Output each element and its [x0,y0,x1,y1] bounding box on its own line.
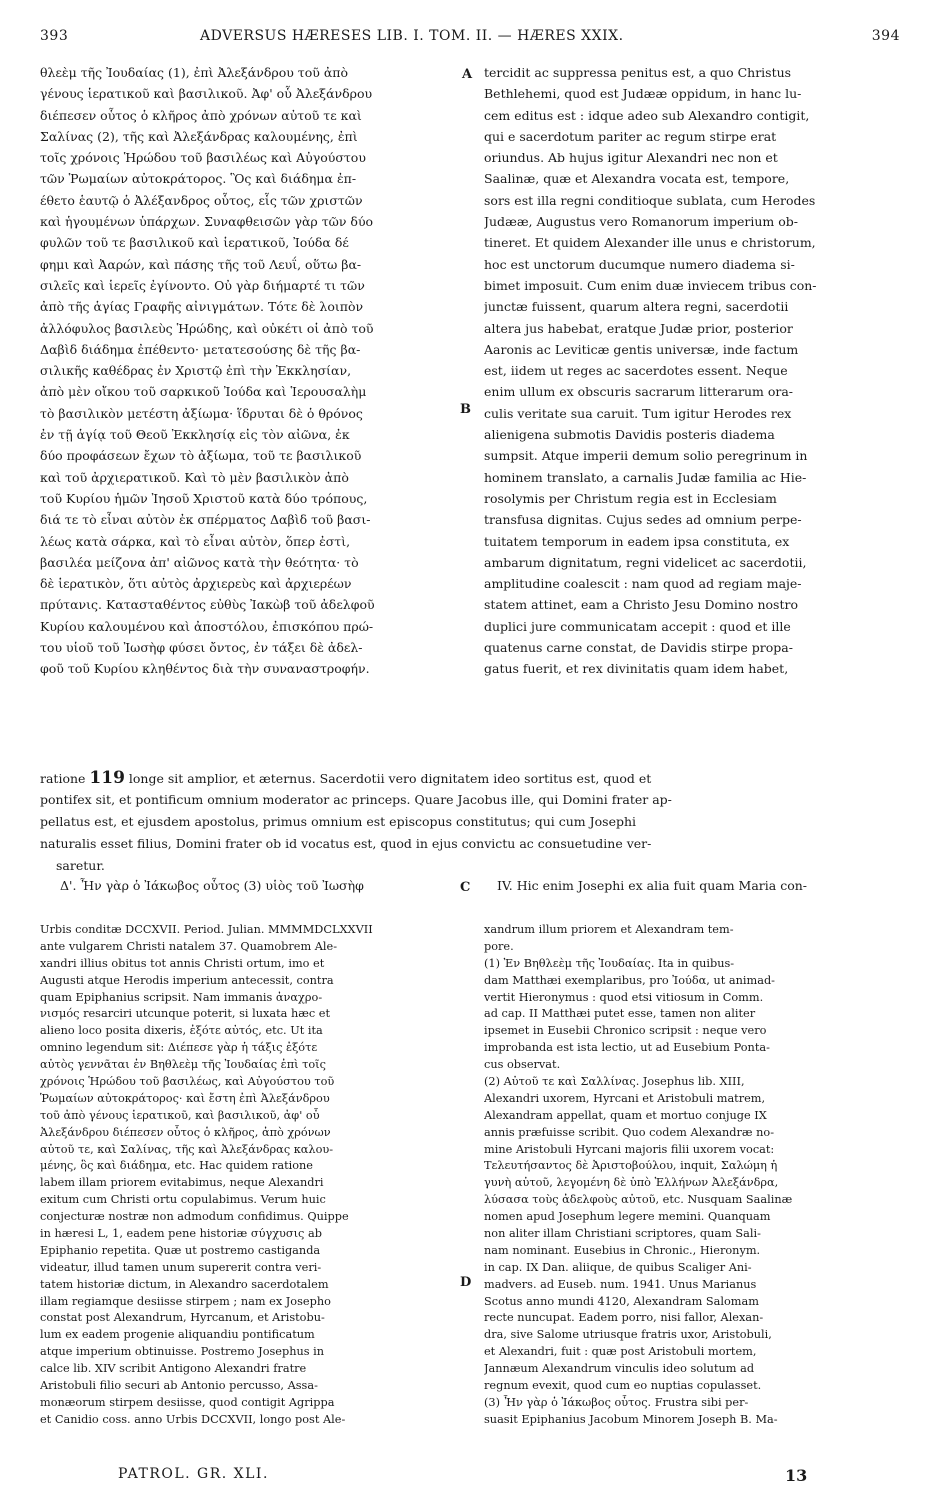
latin-text-line: oriundus. Ab hujus igitur Alexandri nec non et [484,150,778,166]
footnote-line: Epiphanio repetita. Quæ ut postremo castiganda [40,1243,321,1257]
latin-text-line: qui e sacerdotum pariter ac regum stirpe erat [484,128,777,144]
section-iv-heading [60,878,900,900]
latin-text-line: est, iidem ut reges ac sacerdotes essent. Neque [484,363,788,379]
footnote-line: αὐτὸς γεννᾶται ἐν Βηθλεὲμ τῆς Ἰουδαίας ἐπὶ τοῖς [40,1058,326,1072]
margin-marker-a: A [462,67,473,82]
greek-text-line: καὶ ἡγουμένων ὑπάρχων. Συναφθεισῶν γὰρ τῶν δύο [40,214,374,230]
greek-text-line: τοῦ Κυρίου ἡμῶν Ἰησοῦ Χριστοῦ κατὰ δύο τρόπους, [40,490,368,506]
footnote-line: alieno loco posita dixeris, ἐξότε αὐτός, etc. Ut ita [40,1024,323,1038]
latin-text-line: ambarum dignitatum, regni videlicet ac sacerdotii, [484,554,807,570]
footnote-line: conjecturæ nostræ non admodum confidimus. Quippe [40,1210,349,1224]
latin-text-line: Judææ, Augustus vero Romanorum imperium ob- [484,214,798,230]
footnote-line: cus observat. [484,1058,561,1072]
greek-text-line: τὸ βασιλικὸν μετέστη ἀξίωμα· ἵδρυται δὲ ὁ θρόνος [40,405,363,421]
latin-text-line: alienigena submotis Davidis posteris diadema [484,427,775,443]
footnote-line: ipsemet in Eusebii Chronico scripsit : neque vero [484,1024,767,1038]
footnote-line: νισμός resarciri utcunque poterit, si luxata hæc et [40,1007,331,1021]
series-footer: PATROL. GR. XLI. [118,1466,269,1482]
page-number-right: 394 [871,28,900,44]
footnote-line: ad cap. II Matthæi putet esse, tamen non aliter [484,1007,756,1021]
footnote-line: Urbis conditæ DCCXVII. Period. Julian. MMMMDCLXXVII [40,923,373,936]
footnote-line: (1) Ἐν Βηθλεὲμ τῆς Ἰουδαίας. Ita in quibus- [484,956,735,970]
footnote-line: in cap. IX Dan. aliique, de quibus Scaliger Ani- [484,1260,752,1274]
footnote-line: xandrum illum priorem et Alexandram tem- [484,923,734,936]
footnote-line: Τελευτήσαντος δὲ Ἀριστοβούλου, inquit, Σαλώμη ἡ [484,1159,778,1173]
greek-text-line: τῶν Ῥωμαίων αὐτοκράτορος. Ὃς καὶ διάδημα ἐπ- [40,171,357,187]
greek-text-line: τοῖς χρόνοις Ἡρώδου τοῦ βασιλέως καὶ Αὐγούστου [40,150,366,166]
latin-text-line: hoc est unctorum ducumque numero diadema si- [484,256,795,272]
greek-text-line: βασιλέα μείζονα ἀπ' αἰῶνος κατὰ τὴν θεότητα· τὸ [40,554,359,570]
footnote-line: lum ex eadem progenie aliquandiu pontificatum [40,1328,315,1342]
latin-text-line: statem attinet, eam a Christo Jesu Domino nostro [484,597,798,613]
footnote-line: χρόνοις Ἡρώδου τοῦ βασιλέως, καὶ Αὐγούστου τοῦ [40,1075,335,1089]
greek-text-line: φυλῶν τοῦ τε βασιλικοῦ καὶ ἱερατικοῦ, Ἰούδα δέ [40,235,349,251]
footnote-line: dra, sive Salome utriusque fratris uxor, Aristobuli, [484,1328,772,1342]
footnote-line: calce lib. XIV scribit Antigono Alexandri fratre [40,1362,307,1376]
latin-text-line: sumpsit. Atque imperii demum solio peregrinum in [484,448,808,464]
footnote-line: recte nuncupat. Eadem porro, nisi fallor, Alexan- [484,1311,764,1325]
footnote-line: madvers. ad Euseb. num. 1941. Unus Marianus [484,1277,757,1291]
greek-text-line: Σαλίνας (2), τῆς καὶ Ἀλεξάνδρας καλουμένης, ἐπὶ [40,128,358,144]
full-line-1 [40,767,900,789]
footnote-line: Alexandri uxorem, Hyrcani et Aristobuli matrem, [484,1091,766,1105]
footnote-line: Aristobuli filio securi ab Antonio percusso, Assa- [40,1379,318,1393]
latin-text-line: gatus fuerit, et rex divinitatis quam idem habet, [484,661,789,677]
footnote-line: monæorum stirpem desiisse, quod contigit Agrippa [40,1395,335,1409]
greek-text-line: φημι καὶ Ἀαρών, καὶ πάσης τῆς τοῦ Λευΐ, οὕτω βα- [40,256,362,272]
section-iv-greek: Δ'. Ἦν γὰρ ὁ Ἰάκωβος οὗτος (3) υἱὸς τοῦ Ἰωσὴφ [60,878,364,893]
footnote-line: γυνὴ αὐτοῦ, λεγομένη δὲ ὑπὸ Ἑλλήνων Ἀλεξάνδρα, [484,1176,779,1190]
footnote-line: improbanda est ista lectio, ut ad Eusebium Ponta- [484,1041,770,1055]
footnote-line: labem illam priorem evitabimus, neque Alexandri [40,1176,324,1190]
greek-text-line: λέως κατὰ σάρκα, καὶ τὸ εἶναι αὐτὸν, ὅπερ ἐστὶ, [40,533,351,549]
footnote-line: αὐτοῦ τε, καὶ Σαλίνας, τῆς καὶ Ἀλεξάνδρας καλου- [40,1142,334,1156]
greek-text-line: ἀλλόφυλος βασιλεὺς Ἡρώδης, καὶ οὐκέτι οἱ ἀπὸ τοῦ [40,320,374,336]
footnote-line: et Alexandri, fuit : quæ post Aristobuli mortem, [484,1345,757,1359]
footnote-line: ante vulgarem Christi natalem 37. Quamobrem Ale- [40,939,338,953]
greek-text-line: ἐν τῇ ἁγίᾳ τοῦ Θεοῦ Ἐκκλησίᾳ εἰς τὸν αἰῶνα, ἐκ [40,427,350,443]
footnote-line: Jannæum Alexandrum vinculis ideo solutum ad [484,1362,755,1376]
footnote-line: Alexandram appellat, quam et mortuo conjuge IX [484,1108,767,1122]
margin-marker-d: D [460,1275,472,1290]
footnote-line: videatur, illud tamen unum supererit contra veri- [40,1260,322,1274]
footnote-line: non aliter illam Christiani scriptores, quam Sali- [484,1227,761,1241]
footnotes-right-column [484,922,900,1429]
latin-text-line: Bethlehemi, quod est Judææ oppidum, in hanc lu- [484,86,802,102]
footnote-line: suasit Epiphanius Jacobum Minorem Joseph B. Ma- [484,1412,778,1426]
footnote-line: dam Matthæi exemplaribus, pro Ἰούδα, ut animad- [484,973,775,987]
latin-text-line: bimet imposuit. Cum enim duæ inviecem tribus con- [484,277,817,293]
footnote-line: vertit Hieronymus : quod etsi vitiosum in Comm. [484,990,764,1004]
greek-text-line: καὶ τοῦ ἀρχιερατικοῦ. Καὶ τὸ μὲν βασιλικὸν ἀπὸ [40,469,349,485]
footnote-line: (3) Ἦν γὰρ ὁ Ἰάκωβος οὗτος. Frustra sibi per- [484,1395,749,1409]
latin-text-line: junctæ fuissent, quarum altera regni, sacerdotii [484,299,789,315]
full-line-5: saretur. [56,858,105,873]
greek-text-line: σιλεῖς καὶ ἱερεῖς ἐγίνοντο. Οὐ γὰρ διήμαρτέ τι τῶν [40,277,365,293]
running-header [40,28,900,54]
latin-text-line: rosolymis per Christum regia est in Ecclesiam [484,490,777,506]
footnote-line: xandri illius obitus tot annis Christi ortum, imo et [40,956,325,970]
footnote-line: illam regiamque desiisse stirpem ; nam ex Josepho [40,1294,331,1308]
latin-text-line: tercidit ac suppressa penitus est, a quo Christus [484,65,792,80]
greek-text-column [40,62,465,680]
greek-text-line: ἀπὸ μὲν οἴκου τοῦ σαρκικοῦ Ἰούδα καὶ Ἱερουσαλὴμ [40,384,367,400]
footnote-line: in hæresi L, 1, eadem pene historiæ σύγχυσις ab [40,1227,322,1241]
footnote-line: tatem historiæ dictum, in Alexandro sacerdotalem [40,1277,329,1291]
running-title: ADVERSUS HÆRESES LIB. I. TOM. II. — HÆRES XXIX. [200,28,624,44]
greek-text-line: Δαβὶδ διάδημα ἐπέθεντο· μετατεσούσης δὲ τῆς βα- [40,341,361,357]
greek-text-line: δύο προφάσεων ἔχων τὸ ἀξίωμα, τοῦ τε βασιλικοῦ [40,448,362,464]
full-line-4: naturalis esset filius, Domini frater ob id vocatus est, quod in ejus convictu ac consuetudine ver- [40,836,652,851]
margin-marker-c: C [460,880,471,895]
greek-text-line: πρύτανις. Κατασταθέντος εὐθὺς Ἰακὼβ τοῦ ἀδελφοῦ [40,597,375,613]
signature-number: 13 [785,1466,808,1485]
footnotes-left-column [40,922,465,1429]
greek-text-line: δὲ ἱερατικὸν, ὅτι αὐτὸς ἀρχιερεὺς καὶ ἀρχιερέων [40,576,352,592]
greek-text-line: ἀπὸ τῆς ἁγίας Γραφῆς αἰνιγμάτων. Τότε δὲ λοιπὸν [40,299,364,315]
footnote-line: (2) Αὐτοῦ τε καὶ Σαλλίνας. Josephus lib. XIII, [484,1075,745,1089]
footnote-line: et Canidio coss. anno Urbis DCCXVII, longo post Ale- [40,1412,346,1426]
footnote-line: λύσασα τοὺς ἀδελφοὺς αὐτοῦ, etc. Nusquam Saalinæ [484,1193,793,1207]
footnote-line: annis præfuisse scribit. Quo codem Alexandræ no- [484,1125,775,1139]
latin-text-line: hominem translato, a carnalis Judæ familia ac Hie- [484,469,807,485]
footnote-line: constat post Alexandrum, Hyrcanum, et Aristobu- [40,1311,325,1325]
footnote-line: μένης, ὃς καὶ διάδημα, etc. Hac quidem ratione [40,1159,313,1173]
latin-text-line: altera jus habebat, eratque Judæ prior, posterior [484,320,793,336]
footnote-line: Scotus anno mundi 4120, Alexandram Salomam [484,1294,759,1308]
full-line-3: pellatus est, et ejusdem apostolus, primus omnium est episcopus constitutus; qui cum Josephi [40,814,637,829]
margin-marker-b: B [460,402,471,417]
latin-text-line: amplitudine coalescit : nam quod ad regiam maje- [484,576,802,592]
footnote-line: τοῦ ἀπὸ γένους ἱερατικοῦ, καὶ βασιλικοῦ, ἀφ' οὗ [40,1108,320,1122]
full-width-paragraph [40,767,900,877]
greek-text-line: του υἱοῦ τοῦ Ἰωσὴφ φύσει ὄντος, ἐν τάξει δὲ ἀδελ- [40,640,363,656]
latin-text-line: transfusa dignitas. Cujus sedes ad omnium perpe- [484,512,802,528]
footnote-line: atque imperium obtinuisse. Postremo Josephus in [40,1345,325,1359]
full-line-2: pontifex sit, et pontificum omnium moderator ac princeps. Quare Jacobus ille, qui Domini frater ap- [40,792,672,807]
greek-text-line: διέπεσεν οὗτος ὁ κλῆρος ἀπὸ χρόνων αὐτοῦ τε καὶ [40,107,362,123]
greek-text-line: θλεὲμ τῆς Ἰουδαίας (1), ἐπὶ Ἀλεξάνδρου τοῦ ἀπὸ [40,65,348,80]
latin-text-line: Aaronis ac Leviticæ gentis universæ, inde factum [484,341,799,357]
footnote-line: Ἀλεξάνδρου διέπεσεν οὗτος ὁ κλῆρος, ἀπὸ χρόνων [40,1125,331,1139]
footnote-line: Augusti atque Herodis imperium antecessit, contra [40,973,334,987]
greek-text-line: διά τε τὸ εἶναι αὐτὸν ἐκ σπέρματος Δαβὶδ τοῦ βασι- [40,512,371,528]
footnote-line: Ῥωμαίων αὐτοκράτορος· καὶ ἔστη ἐπὶ Ἀλεξάνδρου [40,1091,330,1105]
footnote-line: nomen apud Josephum legere memini. Quanquam [484,1210,771,1224]
page-number-left: 393 [40,28,69,44]
footnote-line: regnum evexit, quod cum eo nuptias copulasset. [484,1379,762,1393]
footnote-line: omnino legendum sit: Διέπεσε γὰρ ἡ τάξις ἐξότε [40,1041,318,1055]
full-line-1-rest: longe sit amplior, et æternus. Sacerdotii vero dignitatem ideo sortitus est, quod et [128,771,652,786]
latin-text-line: Saalinæ, quæ et Alexandra vocata est, tempore, [484,171,790,187]
greek-text-line: γένους ἱερατικοῦ καὶ βασιλικοῦ. Ἀφ' οὗ Ἀλεξάνδρου [40,86,373,102]
latin-text-line: duplici jure communicatam accepit : quod et ille [484,618,791,634]
latin-text-line: cem editus est : idque adeo sub Alexandro contigit, [484,107,810,123]
greek-text-line: Κυρίου καλουμένου καὶ ἀποστόλου, ἐπισκόπου πρώ- [40,618,374,634]
latin-text-line: tuitatem temporum in eadem ipsa constituta, ex [484,533,790,549]
column-number: 119 [89,768,125,788]
full-line-1-start: ratione [40,771,86,786]
greek-text-line: σιλικῆς καθέδρας ἐν Χριστῷ ἐπὶ τὴν Ἐκκλησίαν, [40,363,352,379]
latin-text-line: enim ullum ex obscuris sacrarum litterarum ora- [484,384,794,400]
greek-text-line: φοῦ τοῦ Κυρίου κληθέντος διὰ τὴν συναναστροφήν. [40,661,370,677]
latin-text-line: sors est illa regni conditioque sublata, cum Herodes [484,192,816,208]
footnote-line: exitum cum Christi ortu copulabimus. Verum huic [40,1193,326,1207]
footnote-line: mine Aristobuli Hyrcani majoris filii uxorem vocat: [484,1142,775,1156]
latin-text-line: quatenus carne constat, de Davidis stirpe propa- [484,640,793,656]
footnote-line: pore. [484,939,514,953]
latin-text-column [484,62,900,680]
footnote-line: quam Epiphanius scripsit. Nam immanis ἀναχρο- [40,990,323,1004]
footnote-line: nam nominant. Eusebius in Chronic., Hieronym. [484,1243,761,1257]
section-iv-latin: IV. Hic enim Josephi ex alia fuit quam Maria con- [497,878,807,893]
greek-text-line: έθετο ἑαυτῷ ὁ Ἀλέξανδρος οὗτος, εἷς τῶν χριστῶν [40,192,363,208]
latin-text-line: culis veritate sua caruit. Tum igitur Herodes rex [484,405,792,421]
latin-text-line: tineret. Et quidem Alexander ille unus e christorum, [484,235,816,251]
